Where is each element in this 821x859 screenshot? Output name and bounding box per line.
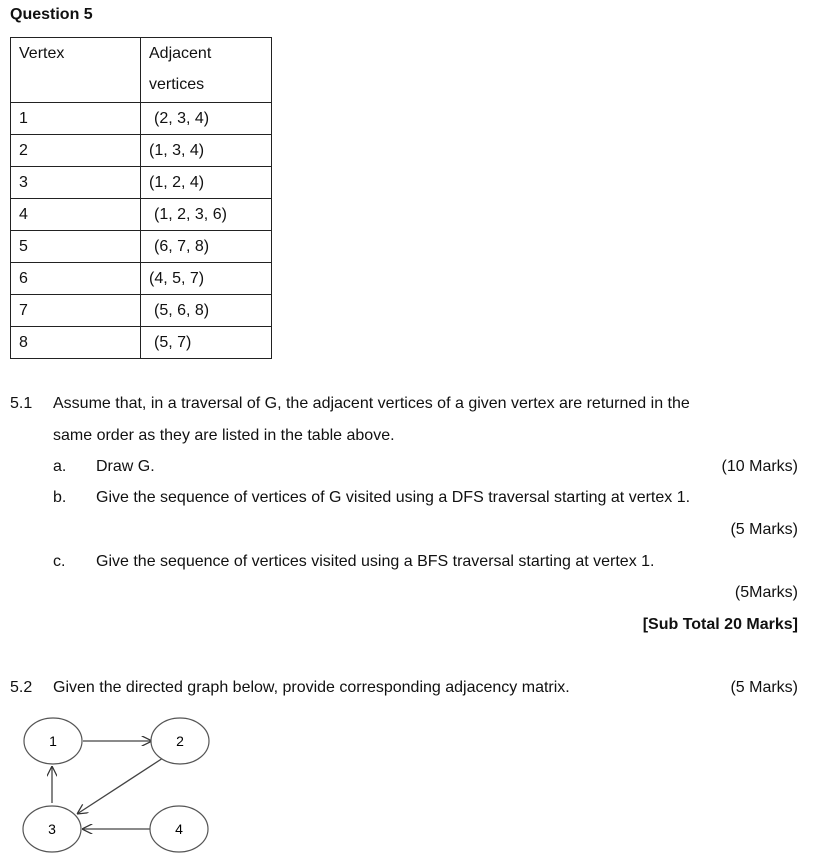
vertex-cell: 5 bbox=[11, 231, 141, 263]
q5-1-line1: Assume that, in a traversal of G, the adjacent vertices of a given vertex are returned in the bbox=[53, 395, 690, 412]
header-adjacent-vertices bbox=[141, 38, 272, 103]
adjacent-cell: (6, 7, 8) bbox=[141, 231, 272, 263]
adjacent-cell: (1, 3, 4) bbox=[141, 135, 272, 167]
graph-node-2 bbox=[151, 718, 209, 764]
vertex-cell: 4 bbox=[11, 199, 141, 231]
q5-1c-label: c. bbox=[53, 553, 66, 570]
graph-node-label-2: 2 bbox=[176, 733, 184, 749]
q5-1b-marks: (5 Marks) bbox=[730, 521, 798, 538]
q5-1a-label: a. bbox=[53, 458, 67, 475]
adjacent-cell: (5, 6, 8) bbox=[141, 295, 272, 327]
table-row bbox=[11, 199, 272, 231]
header-adjacent-line1: Adjacent bbox=[149, 45, 212, 62]
adjacent-cell: (4, 5, 7) bbox=[141, 263, 272, 295]
q5-1a-text: Draw G. bbox=[96, 458, 155, 475]
question-title: Question 5 bbox=[10, 6, 93, 23]
vertex-cell: 1 bbox=[11, 103, 141, 135]
table-row bbox=[11, 327, 272, 359]
q5-1-subtotal: [Sub Total 20 Marks] bbox=[642, 616, 798, 633]
header-adjacent-line2: vertices bbox=[149, 76, 205, 93]
adjacent-cell: (2, 3, 4) bbox=[141, 103, 272, 135]
graph-node-4 bbox=[150, 806, 208, 852]
edge-2-3 bbox=[77, 758, 163, 814]
q5-1-number: 5.1 bbox=[10, 395, 33, 412]
vertex-cell: 2 bbox=[11, 135, 141, 167]
table-header-row bbox=[11, 38, 272, 103]
q5-1b-text: Give the sequence of vertices of G visited using a DFS traversal starting at vertex 1. bbox=[96, 489, 691, 506]
vertex-cell: 8 bbox=[11, 327, 141, 359]
q5-1c-marks: (5Marks) bbox=[734, 584, 798, 601]
directed-graph bbox=[0, 700, 240, 859]
q5-1b-label: b. bbox=[53, 489, 67, 506]
adjacent-cell: (1, 2, 3, 6) bbox=[141, 199, 272, 231]
adjacent-cell: (5, 7) bbox=[141, 327, 272, 359]
q5-1c-text: Give the sequence of vertices visited using a BFS traversal starting at vertex 1. bbox=[96, 553, 655, 570]
graph-node-1 bbox=[24, 718, 82, 764]
table-row bbox=[11, 167, 272, 199]
graph-node-label-4: 4 bbox=[175, 821, 183, 837]
table-row bbox=[11, 295, 272, 327]
adjacent-cell: (1, 2, 4) bbox=[141, 167, 272, 199]
table-row bbox=[11, 263, 272, 295]
table-row bbox=[11, 231, 272, 263]
q5-1a-marks: (10 Marks) bbox=[721, 458, 798, 475]
q5-2-text: Given the directed graph below, provide corresponding adjacency matrix. bbox=[53, 679, 570, 696]
graph-node-label-1: 1 bbox=[49, 733, 57, 749]
q5-1-line2: same order as they are listed in the table above. bbox=[53, 427, 395, 444]
table-row bbox=[11, 135, 272, 167]
vertex-cell: 6 bbox=[11, 263, 141, 295]
adjacency-table bbox=[10, 37, 272, 359]
q5-2-number: 5.2 bbox=[10, 679, 33, 696]
table-row bbox=[11, 103, 272, 135]
vertex-cell: 7 bbox=[11, 295, 141, 327]
graph-node-label-3: 3 bbox=[48, 821, 56, 837]
graph-node-3 bbox=[23, 806, 81, 852]
header-vertex: Vertex bbox=[11, 38, 141, 103]
vertex-cell: 3 bbox=[11, 167, 141, 199]
q5-2-marks: (5 Marks) bbox=[730, 679, 798, 696]
